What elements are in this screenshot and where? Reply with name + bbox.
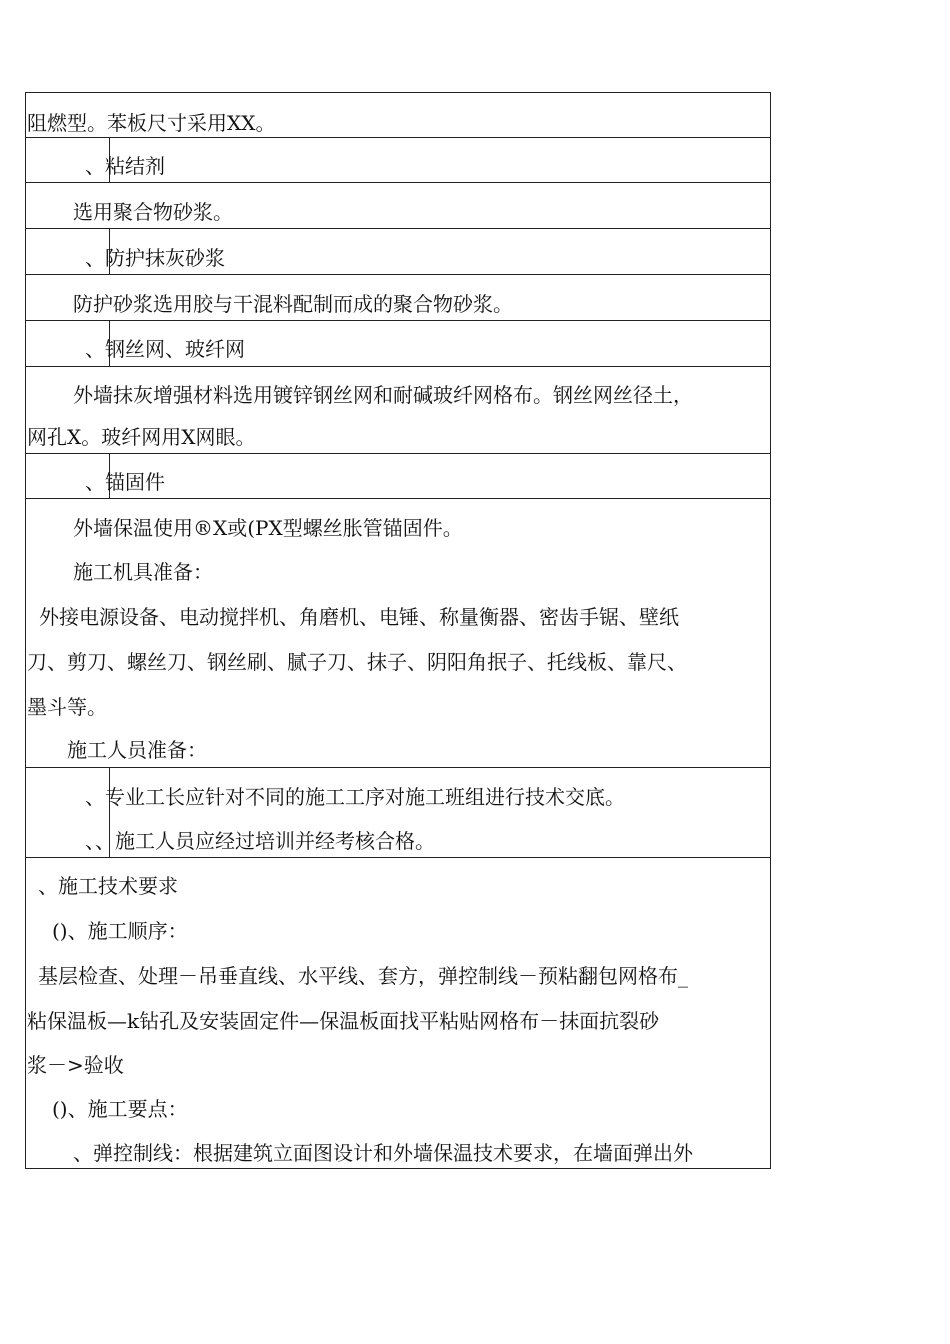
text-line: 墨斗等。 xyxy=(27,695,107,719)
text-line: 浆－>验收 xyxy=(27,1053,124,1077)
text-line: 刀、剪刀、螺丝刀、钢丝刷、腻子刀、抹子、阴阳角抿子、托线板、靠尺、 xyxy=(27,650,687,674)
text-line: 外墙抹灰增强材料选用镀锌钢丝网和耐碱玻纤网格布。钢丝网丝径土， xyxy=(73,383,693,407)
text-line: 选用聚合物砂浆。 xyxy=(73,200,233,224)
section-heading: 、锚固件 xyxy=(85,470,165,494)
table-row xyxy=(25,320,771,367)
section-heading: 、施工技术要求 xyxy=(38,874,178,898)
section-heading: 施工机具准备： xyxy=(73,560,213,584)
table-row xyxy=(25,857,771,1169)
text-line: 防护砂浆选用胶与干混料配制而成的聚合物砂浆。 xyxy=(73,292,513,316)
table-row xyxy=(25,137,771,183)
table-row xyxy=(25,274,771,321)
table-row xyxy=(25,92,771,138)
text-line: 、专业工长应针对不同的施工工序对施工班组进行技术交底。 xyxy=(85,785,625,809)
text-line: 外墙保温使用®X或(PX型螺丝胀管锚固件。 xyxy=(73,516,463,540)
text-line: 、、施工人员应经过培训并经考核合格。 xyxy=(85,829,435,853)
table-row xyxy=(25,366,771,454)
table-row xyxy=(25,228,771,275)
section-heading: 、钢丝网、玻纤网 xyxy=(85,337,245,361)
text-line: 外接电源设备、电动搅拌机、角磨机、电锤、称量衡器、密齿手锯、壁纸 xyxy=(39,605,679,629)
table-row xyxy=(25,767,771,858)
section-heading: 、粘结剂 xyxy=(85,154,165,178)
text-line: 阻燃型。苯板尺寸采用XX。 xyxy=(27,111,276,135)
text-line: 、弹控制线：根据建筑立面图设计和外墙保温技术要求，在墙面弹出外 xyxy=(73,1141,693,1165)
text-line: 网孔X。玻纤网用X网眼。 xyxy=(27,425,256,449)
subsection-heading: ()、施工顺序： xyxy=(52,919,188,943)
text-line: 粘保温板—k钻孔及安装固定件—保温板面找平粘贴网格布－抹面抗裂砂 xyxy=(27,1009,660,1033)
section-heading: 施工人员准备： xyxy=(67,738,207,762)
table-row xyxy=(25,182,771,229)
section-heading: 、防护抹灰砂浆 xyxy=(85,246,225,270)
subsection-heading: ()、施工要点： xyxy=(52,1097,188,1121)
table-row xyxy=(25,498,771,768)
text-line: 基层检查、处理－吊垂直线、水平线、套方，弹控制线－预粘翻包网格布_ xyxy=(38,964,688,988)
table-row xyxy=(25,453,771,499)
